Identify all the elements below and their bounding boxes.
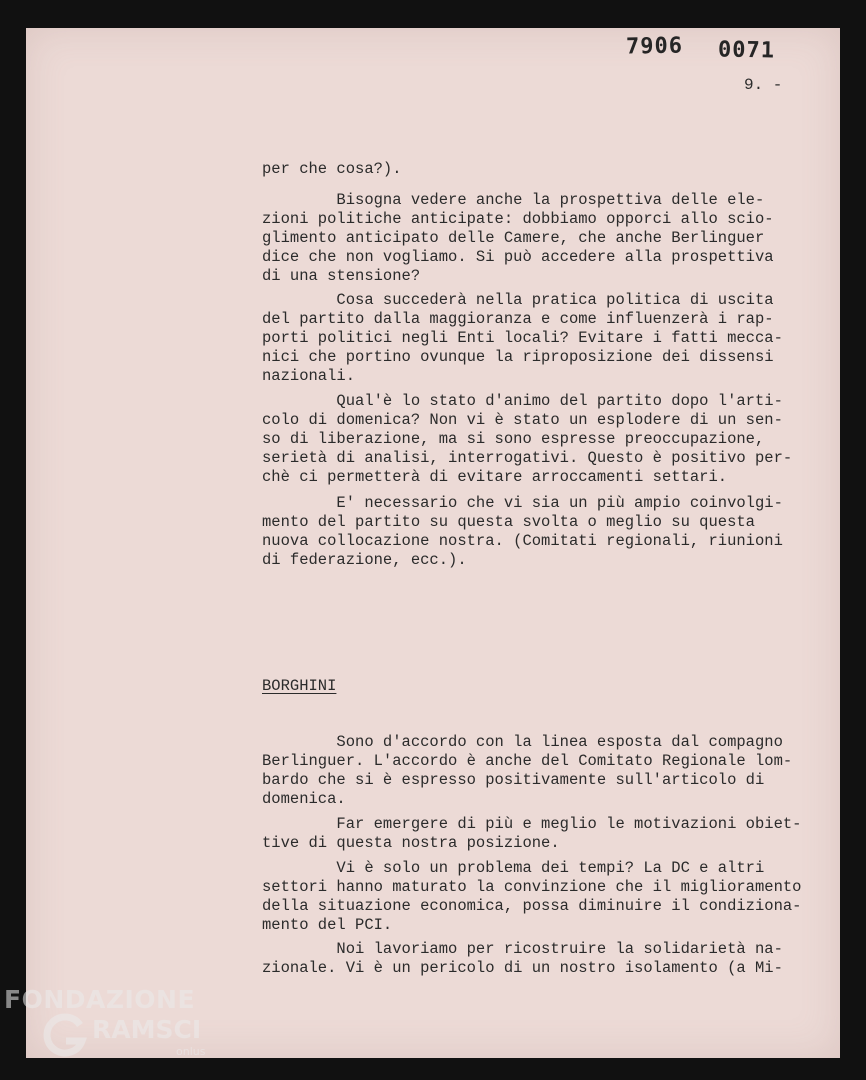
page-number: 9. - bbox=[744, 76, 783, 94]
paragraph-8: Vi è solo un problema dei tempi? La DC e altri settori hanno maturato la convinzione che il miglioramento della situazione economica, possa diminuire il condiziona- mento del PCI. bbox=[262, 859, 802, 934]
fondazione-gramsci-watermark bbox=[0, 985, 230, 1080]
paragraph-9: Noi lavoriamo per ricostruire la solidarietà na- zionale. Vi è un pericolo di un nostro isolamento (a Mi- bbox=[262, 940, 783, 977]
speaker-heading: BORGHINI bbox=[262, 677, 337, 695]
g-logo-icon bbox=[40, 1011, 90, 1061]
watermark-sub: onlus bbox=[176, 1045, 206, 1058]
paragraph-1: per che cosa?). bbox=[262, 160, 402, 178]
archive-code-b: 0071 bbox=[717, 37, 776, 64]
paragraph-7: Far emergere di più e meglio le motivazioni obiet- tive di questa nostra posizione. bbox=[262, 815, 802, 852]
paragraph-6: Sono d'accordo con la linea esposta dal compagno Berlinguer. L'accordo è anche del Comitato Regionale lom- bardo che si è espresso positivamente sull'articolo di domenica. bbox=[262, 733, 793, 808]
watermark-line1: FONDAZIONE bbox=[4, 985, 196, 1014]
watermark-line2: RAMSCI bbox=[92, 1015, 202, 1044]
archive-code-a: 7906 bbox=[625, 33, 684, 60]
paragraph-5: E' necessario che vi sia un più ampio coinvolgi- mento del partito su questa svolta o meglio su questa nuova collocazione nostra. (Comitati regionali, riunioni di federazione, ecc.). bbox=[262, 494, 783, 569]
paragraph-3: Cosa succederà nella pratica politica di uscita del partito dalla maggioranza e come influenzerà i rap- porti politici negli Enti locali? Evitare i fatti mecca- nici che portino ovunque la riproposizione dei dissensi nazionali. bbox=[262, 291, 783, 385]
paragraph-4: Qual'è lo stato d'animo del partito dopo l'arti- colo di domenica? Non vi è stato un esplodere di un sen- so di liberazione, ma si sono espresse preoccupazione, serietà di analisi, interrogativi. Questo è positivo per- chè ci permetterà di evitare arroccamenti settari. bbox=[262, 392, 793, 486]
paragraph-2: Bisogna vedere anche la prospettiva delle ele- zioni politiche anticipate: dobbiamo opporci allo scio- glimento anticipato delle Camere, che anche Berlinguer dice che non vogliamo. Si può accedere alla prospettiva di una stensione? bbox=[262, 191, 774, 285]
